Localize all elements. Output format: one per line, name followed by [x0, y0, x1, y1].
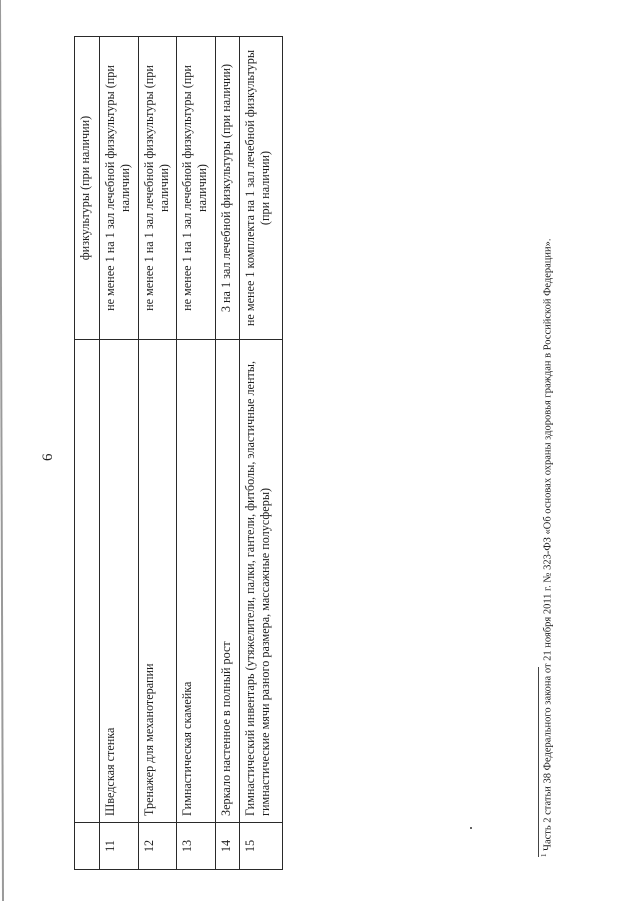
equipment-name: Шведская стенка — [100, 340, 139, 823]
row-number — [75, 823, 100, 870]
table-row — [215, 37, 239, 870]
scan-speck — [470, 827, 472, 829]
table-row — [239, 37, 282, 870]
equipment-quantity: 3 на 1 зал лечебной физкультуры (при наличии) — [215, 37, 239, 340]
page-number: 6 — [40, 453, 56, 461]
equipment-name: Тренажер для механотерапии — [139, 340, 177, 823]
footnote-text: Часть 2 статьи 38 Федерального закона от 21 ноября 2011 г. № 323-ФЗ «Об основах охраны здоровья граждан в Российской Федерации». — [542, 238, 554, 851]
equipment-name: Гимнастическая скамейка — [176, 340, 215, 823]
footnote — [540, 238, 554, 857]
table-row — [75, 37, 100, 870]
equipment-quantity: не менее 1 комплекта на 1 зал лечебной физкультуры (при наличии) — [239, 37, 282, 340]
equipment-name — [75, 340, 100, 823]
table-row — [176, 37, 215, 870]
row-number: 15 — [239, 823, 282, 870]
equipment-name: Зеркало настенное в полный рост — [215, 340, 239, 823]
equipment-table — [74, 36, 283, 870]
equipment-quantity: физкультуры (при наличии) — [75, 37, 100, 340]
footnote-marker: 1 — [540, 853, 548, 857]
table-row — [139, 37, 177, 870]
footnote-divider — [538, 667, 539, 857]
table-row — [100, 37, 139, 870]
equipment-name: Гимнастический инвентарь (утяжелители, палки, гантели, фитболы, эластичные ленты, гимнастические мячи разного размера, массажные полусферы) — [239, 340, 282, 823]
equipment-quantity: не менее 1 на 1 зал лечебной физкультуры (при наличии) — [176, 37, 215, 340]
row-number: 14 — [215, 823, 239, 870]
row-number: 11 — [100, 823, 139, 870]
row-number: 12 — [139, 823, 177, 870]
row-number: 13 — [176, 823, 215, 870]
equipment-quantity: не менее 1 на 1 зал лечебной физкультуры (при наличии) — [139, 37, 177, 340]
equipment-quantity: не менее 1 на 1 зал лечебной физкультуры (при наличии) — [100, 37, 139, 340]
